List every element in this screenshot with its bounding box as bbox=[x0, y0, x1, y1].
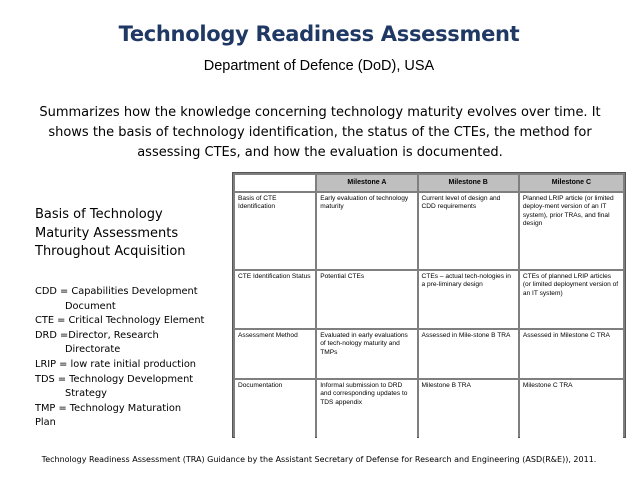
glossary-line: DRD =Director, Research bbox=[35, 329, 159, 341]
glossary-entry bbox=[35, 373, 231, 402]
table-row bbox=[235, 193, 623, 269]
table-row bbox=[235, 271, 623, 328]
table-corner-cell bbox=[235, 175, 315, 191]
slide-subtitle: Department of Defence (DoD), USA bbox=[203, 58, 435, 74]
table-cell: Assessed in Milestone C TRA bbox=[520, 330, 623, 378]
table-cell: CTEs – actual tech-nologies in a pre-liminary design bbox=[419, 271, 518, 328]
row-label: Basis of CTE Identification bbox=[235, 193, 315, 269]
milestone-table-frame bbox=[232, 172, 626, 438]
glossary-line: LRIP = low rate initial production bbox=[35, 358, 197, 370]
glossary-line: CDD = Capabilities Development bbox=[35, 286, 198, 297]
milestone-table bbox=[233, 173, 625, 440]
acronym-glossary bbox=[35, 285, 231, 431]
glossary-line: TMP = Technology Maturation bbox=[35, 402, 182, 414]
table-cell: Milestone C TRA bbox=[520, 380, 623, 438]
basis-heading bbox=[35, 206, 225, 262]
row-label: Documentation bbox=[235, 380, 315, 438]
glossary-continuation: Document bbox=[65, 300, 116, 312]
citation-footer: Technology Readiness Assessment (TRA) Guidance by the Assistant Secretary of Defense for Research and Engineering (ASD(R&E)), 2011. bbox=[41, 455, 597, 464]
glossary-continuation: Directorate bbox=[65, 344, 121, 356]
table-header-row bbox=[235, 175, 623, 191]
column-header-milestone-c: Milestone C bbox=[520, 175, 623, 191]
table-cell: Planned LRIP article (or limited deploy-ment version of an IT system), prior TRAs, and final design bbox=[520, 193, 623, 269]
glossary-entry bbox=[35, 329, 231, 358]
slide-title: Technology Readiness Assessment bbox=[118, 22, 520, 46]
glossary-continuation: Strategy bbox=[65, 388, 107, 400]
column-header-milestone-b: Milestone B bbox=[419, 175, 518, 191]
basis-heading-line: Maturity Assessments bbox=[35, 225, 179, 241]
table-cell: Informal submission to DRD and corresponding updates to TDS appendix bbox=[317, 380, 416, 438]
table-cell: Early evaluation of technology maturity bbox=[317, 193, 416, 269]
table-row bbox=[235, 380, 623, 438]
table-cell: Evaluated in early evaluations of tech-nology maturity and TMPs bbox=[317, 330, 416, 378]
glossary-entry bbox=[35, 358, 231, 373]
basis-heading-line: Throughout Acquisition bbox=[35, 244, 186, 259]
table-cell: Milestone B TRA bbox=[419, 380, 518, 438]
table-cell: Current level of design and CDD requirements bbox=[419, 193, 518, 269]
glossary-line: Plan bbox=[35, 417, 56, 429]
glossary-line: CTE = Critical Technology Element bbox=[35, 315, 205, 327]
summary-text: Summarizes how the knowledge concerning technology maturity evolves over time. It shows the basis of technology identification, the status of the CTEs, the method for assessing CTEs, and how the evaluation is documented. bbox=[39, 105, 601, 160]
column-header-milestone-a: Milestone A bbox=[317, 175, 416, 191]
glossary-entry bbox=[35, 285, 231, 314]
table-row bbox=[235, 330, 623, 378]
basis-heading-line: Basis of Technology bbox=[35, 207, 163, 222]
glossary-line: TDS = Technology Development bbox=[35, 373, 194, 385]
row-label: Assessment Method bbox=[235, 330, 315, 378]
table-cell: CTEs of planned LRIP articles (or limited deployment version of an IT system) bbox=[520, 271, 623, 328]
table-cell: Potential CTEs bbox=[317, 271, 416, 328]
glossary-entry bbox=[35, 402, 231, 417]
row-label: CTE Identification Status bbox=[235, 271, 315, 328]
table-cell: Assessed in Mile-stone B TRA bbox=[419, 330, 518, 378]
glossary-entry bbox=[35, 416, 231, 431]
glossary-entry bbox=[35, 314, 231, 329]
